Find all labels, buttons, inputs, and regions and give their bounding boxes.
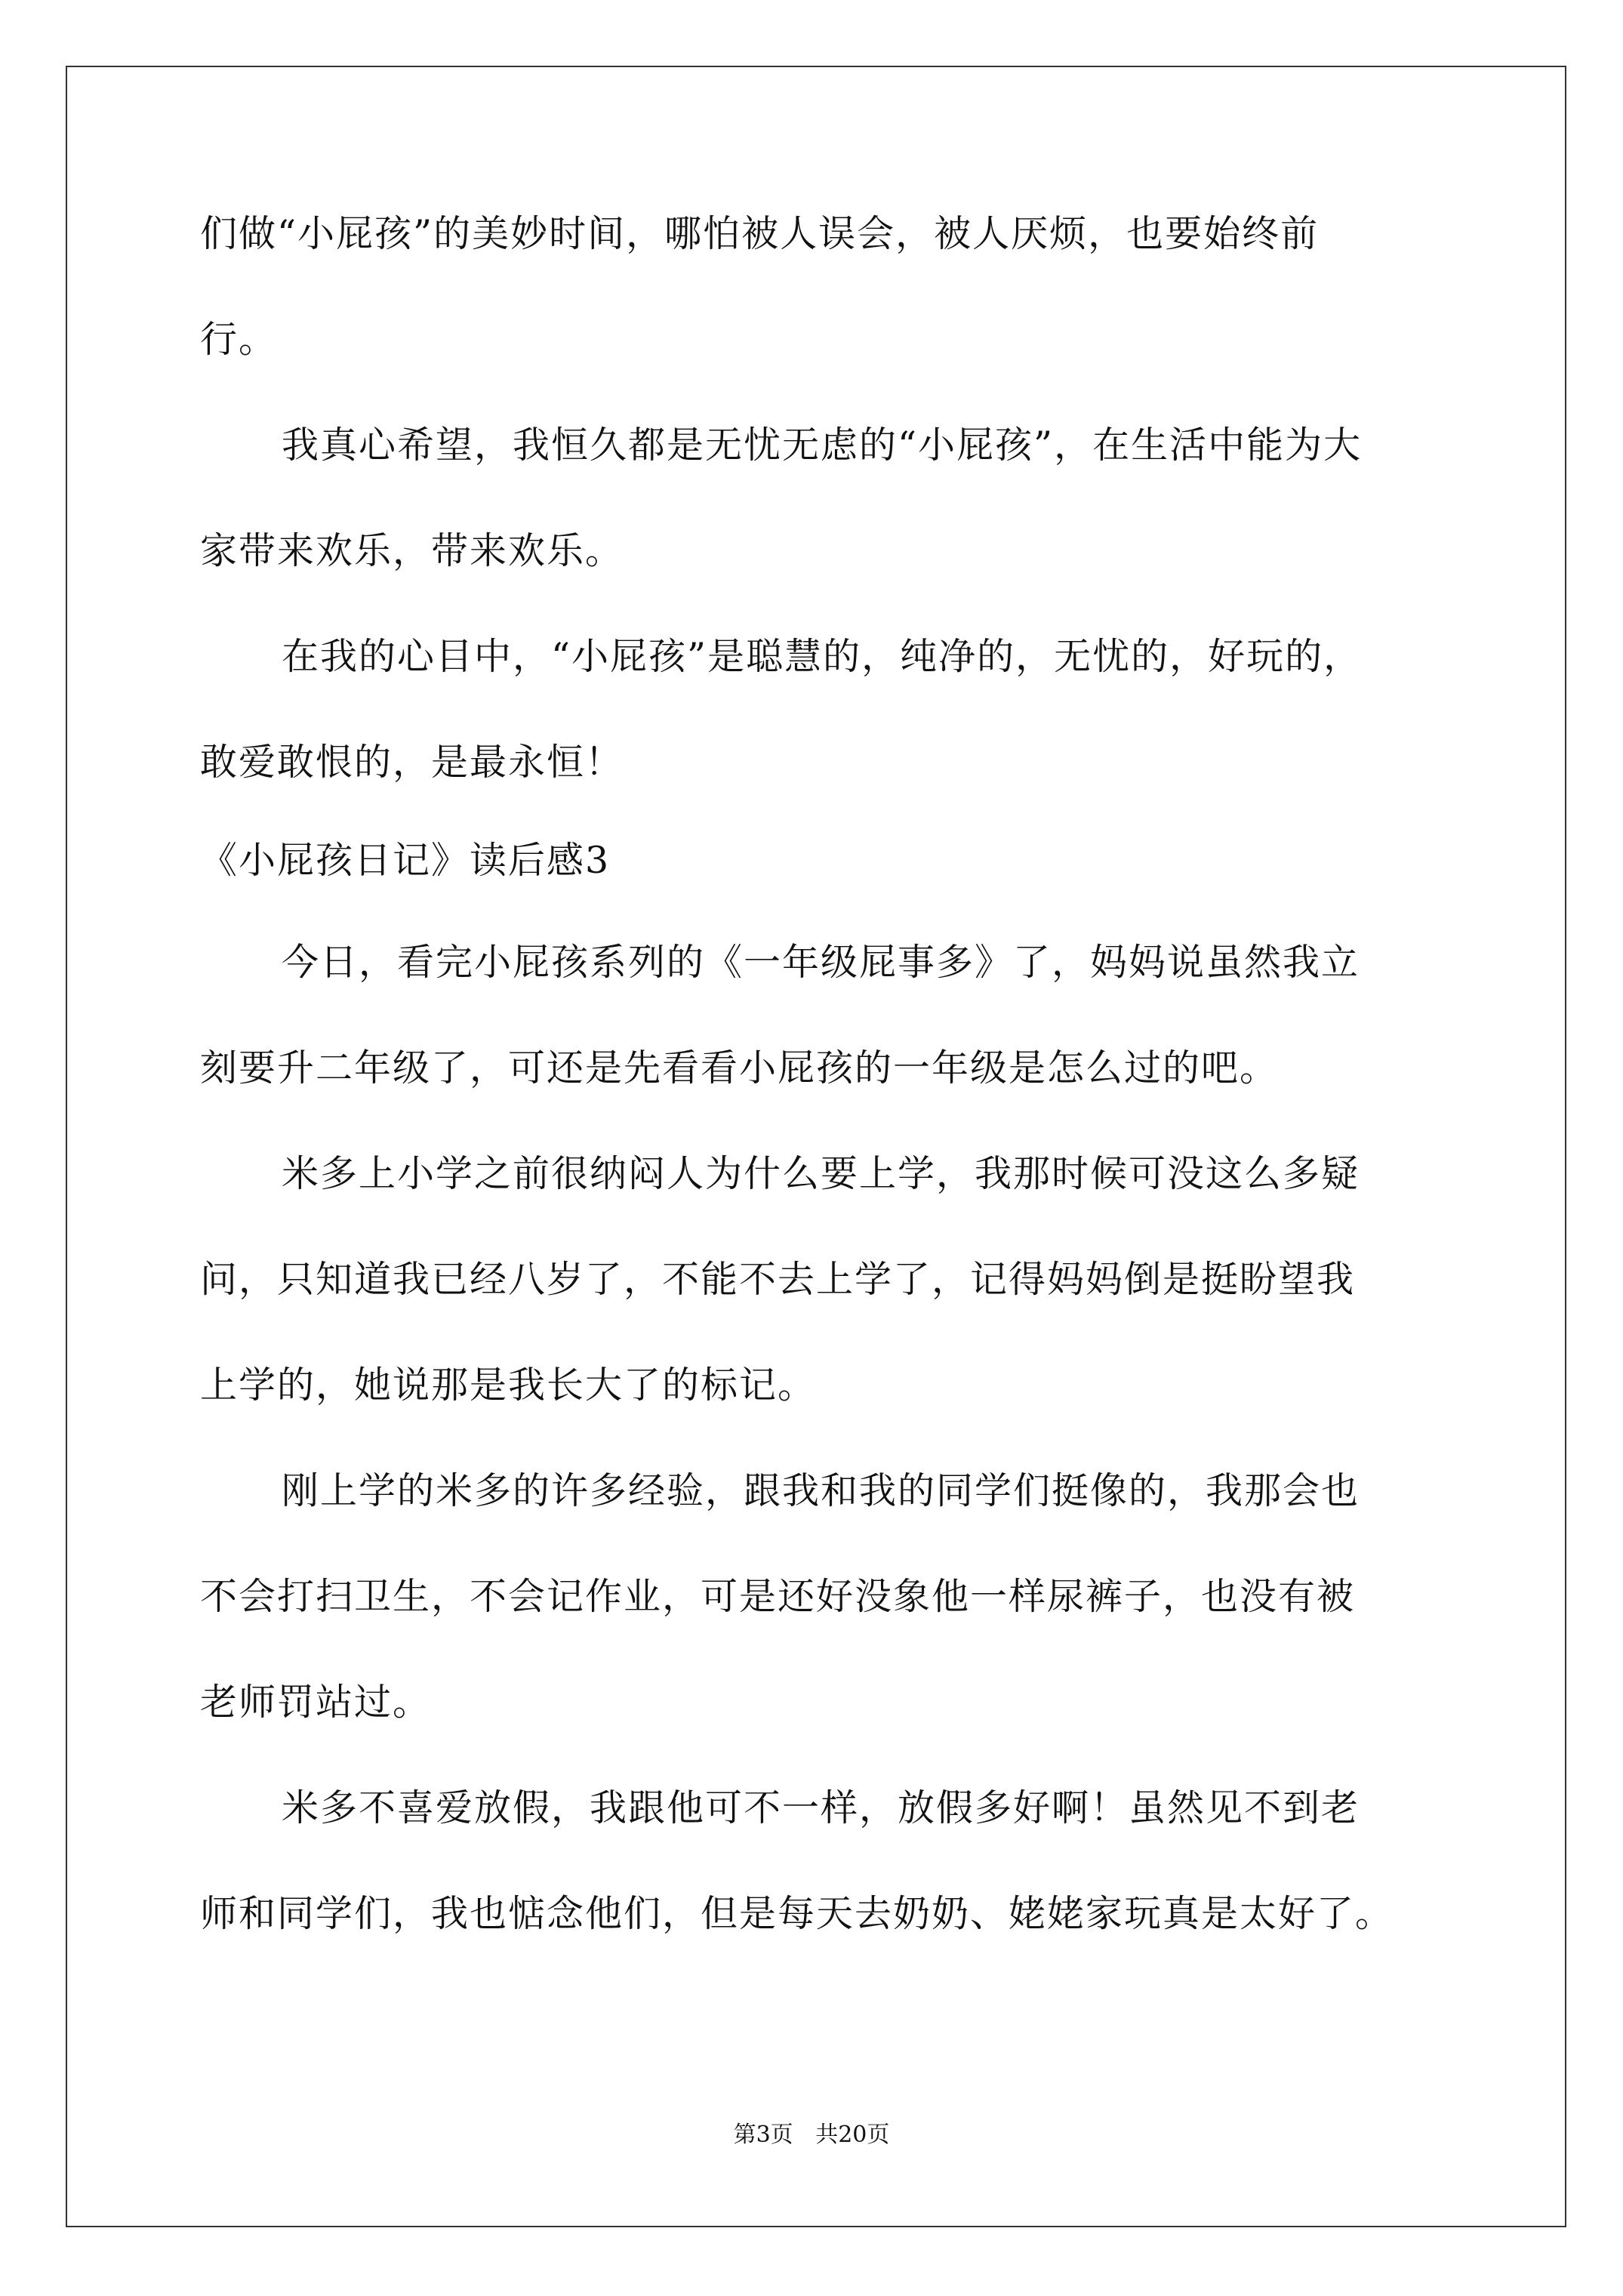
text-line: 不会打扫卫生，不会记作业，可是还好没象他一样尿裤子，也没有被 xyxy=(200,1575,1356,1618)
paragraph-start: 刚上学的米多的许多经验，跟我和我的同学们挺像的，我那会也 xyxy=(282,1469,1360,1512)
text-line: 问，只知道我已经八岁了，不能不去上学了，记得妈妈倒是挺盼望我 xyxy=(200,1258,1356,1301)
text-line: 们做“小屁孩”的美妙时间，哪怕被人误会，被人厌烦，也要始终前 xyxy=(200,212,1320,255)
paragraph-start: 我真心希望，我恒久都是无忧无虑的“小屁孩”，在生活中能为大 xyxy=(282,424,1363,467)
section-heading: 《小屁孩日记》读后感3 xyxy=(200,839,611,882)
text-line: 敢爱敢恨的，是最永恒！ xyxy=(200,741,624,784)
paragraph-start: 米多不喜爱放假，我跟他可不一样，放假多好啊！虽然见不到老 xyxy=(282,1786,1360,1829)
text-line: 刻要升二年级了，可还是先看看小屁孩的一年级是怎么过的吧。 xyxy=(200,1046,1279,1089)
paragraph-start: 米多上小学之前很纳闷人为什么要上学，我那时候可没这么多疑 xyxy=(282,1152,1360,1195)
text-line: 家带来欢乐，带来欢乐。 xyxy=(200,529,624,572)
text-line: 上学的，她说那是我长大了的标记。 xyxy=(200,1364,817,1407)
text-line: 师和同学们，我也惦念他们，但是每天去奶奶、姥姥家玩真是太好了。 xyxy=(200,1892,1394,1935)
paragraph-start: 今日，看完小屁孩系列的《一年级屁事多》了，妈妈说虽然我立 xyxy=(282,941,1360,984)
page-number: 第3页 xyxy=(733,2122,793,2148)
page-footer xyxy=(0,2120,1623,2150)
page-total: 共20页 xyxy=(815,2122,890,2148)
text-line: 老师罚站过。 xyxy=(200,1681,432,1724)
text-line: 行。 xyxy=(200,318,278,361)
paragraph-start: 在我的心目中，“小屁孩”是聪慧的，纯净的，无忧的，好玩的， xyxy=(282,635,1363,678)
